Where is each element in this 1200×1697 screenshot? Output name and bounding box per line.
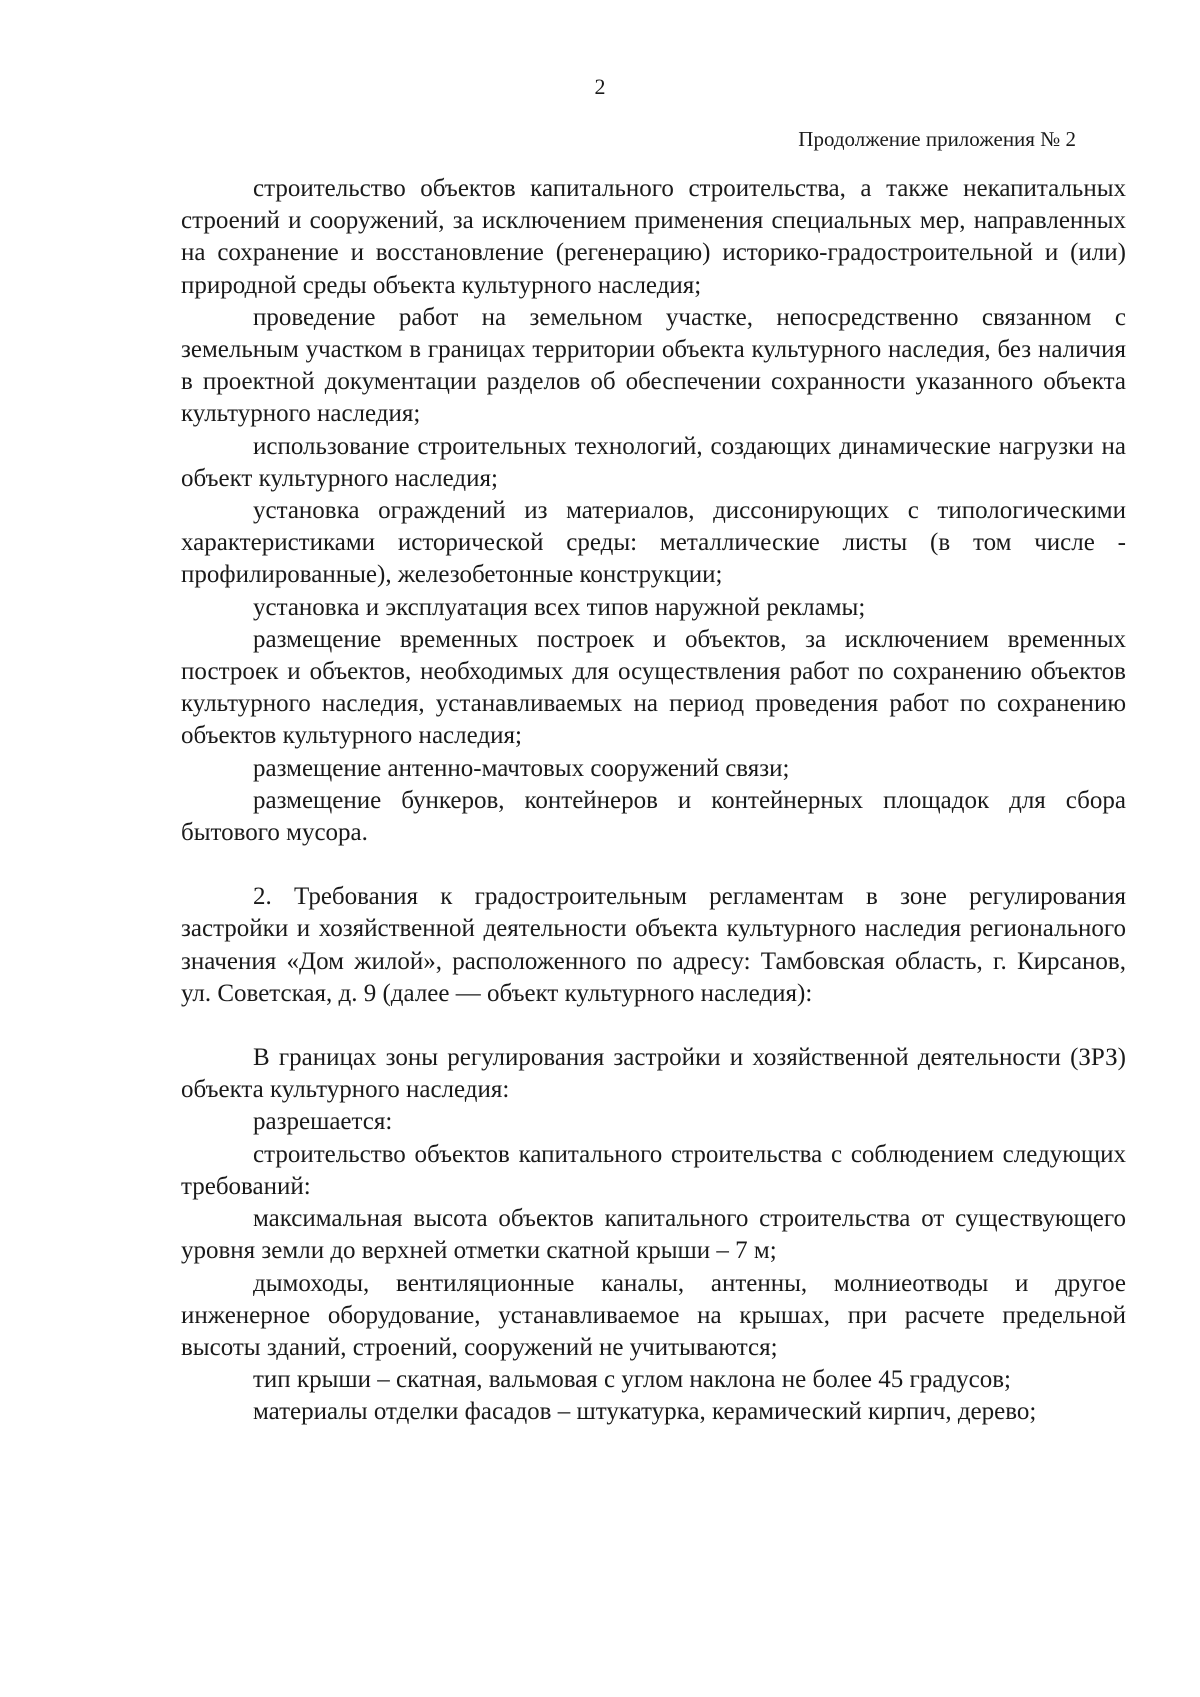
paragraph-facade-materials: материалы отделки фасадов – штукатурка, керамический кирпич, дерево;: [253, 1398, 1037, 1426]
appendix-continuation-note: Продолжение приложения № 2: [798, 127, 1076, 151]
paragraph-roof-equipment: дымоходы, вентиляционные каналы, антенны, молниеотводы и другое инженерное оборудование, устанавливаемое на крышах, при расчете предельной высоты зданий, строений, сооружений не учитываются;: [181, 1269, 1126, 1361]
paragraph-permitted-construction: строительство объектов капитального строительства с соблюдением следующих требований:: [181, 1140, 1126, 1200]
document-body: [181, 173, 1126, 1429]
paragraph-prohibition-land-works: проведение работ на земельном участке, непосредственно связанном с земельным участком в границах территории объекта культурного наследия, без наличия в проектной документации разделов об обеспечении сохранности указанного объекта культурного наследия;: [181, 303, 1126, 428]
paragraph-max-height: максимальная высота объектов капитального строительства от существующего уровня земли до верхней отметки скатной крыши – 7 м;: [181, 1205, 1126, 1265]
paragraph-roof-type: тип крыши – скатная, вальмовая с углом наклона не более 45 градусов;: [253, 1366, 1011, 1394]
page-number: 2: [594, 74, 606, 99]
paragraph-prohibition-antenna-masts: размещение антенно-мачтовых сооружений связи;: [253, 754, 790, 782]
paragraph-prohibition-construction: строительство объектов капитального строительства, а также некапитальных строений и сооружений, за исключением применения специальных мер, направленных на сохранение и восстановление (регенерацию) историко-градостроительной и (или) природной среды объекта культурного наследия;: [181, 175, 1126, 299]
paragraph-permitted: разрешается:: [253, 1108, 393, 1136]
paragraph-prohibition-advertising: установка и эксплуатация всех типов наружной рекламы;: [253, 593, 866, 621]
paragraph-zrz-boundaries: В границах зоны регулирования застройки и хозяйственной деятельности (ЗРЗ) объекта культурного наследия:: [181, 1044, 1126, 1104]
section-2-heading: 2. Требования к градостроительным регламентам в зоне регулирования застройки и хозяйственной деятельности объекта культурного наследия регионального значения «Дом жилой», расположенного по адресу: Тамбовская область, г. Кирсанов, ул. Советская, д. 9 (далее — объект культурного наследия):: [181, 883, 1126, 1007]
paragraph-prohibition-temporary-buildings: размещение временных построек и объектов, за исключением временных построек и объектов, необходимых для осуществления работ по сохранению объектов культурного наследия, устанавливаемых на период проведения работ по сохранению объектов культурного наследия;: [181, 625, 1126, 750]
paragraph-prohibition-waste-containers: размещение бункеров, контейнеров и контейнерных площадок для сбора бытового мусора.: [181, 786, 1126, 847]
paragraph-prohibition-dynamic-loads: использование строительных технологий, создающих динамические нагрузки на объект культурного наследия;: [181, 432, 1126, 492]
paragraph-prohibition-fences: установка ограждений из материалов, диссонирующих с типологическими характеристиками исторической среды: металлические листы (в том числе - профилированные), железобетонные конструкции;: [181, 497, 1126, 589]
